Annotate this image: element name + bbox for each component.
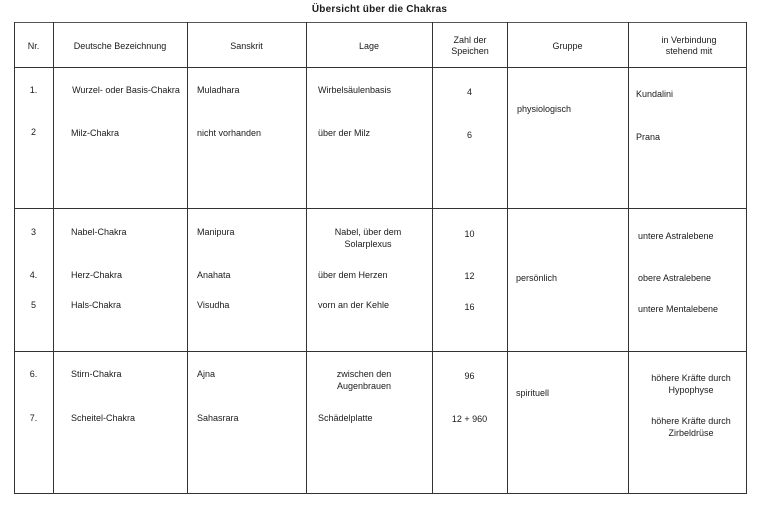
row-7-lage: Schädelplatte bbox=[318, 413, 373, 423]
group-label-physiologisch: physiologisch bbox=[517, 104, 572, 114]
group-divider bbox=[14, 351, 746, 352]
row-1-lage: Wirbelsäulenbasis bbox=[318, 85, 392, 95]
header-lage: Lage bbox=[358, 41, 380, 51]
header-zahl-der-speichen: Zahl der Speichen bbox=[451, 35, 489, 56]
row-4-lage: über dem Herzen bbox=[318, 270, 388, 280]
header-sanskrit: Sanskrit bbox=[230, 41, 263, 51]
row-6-lage: zwischen den Augenbrauen bbox=[336, 369, 392, 391]
row-1-speichen: 4 bbox=[466, 87, 472, 97]
row-1-nr: 1. bbox=[29, 85, 38, 95]
row-3-sanskrit: Manipura bbox=[197, 227, 235, 237]
row-2-sanskrit: nicht vorhanden bbox=[197, 128, 262, 138]
group-label-spirituell: spirituell bbox=[516, 388, 550, 398]
row-2-name: Milz-Chakra bbox=[71, 128, 120, 138]
row-6-verbindung: höhere Kräfte durch Hypophyse bbox=[651, 373, 731, 395]
row-6-speichen: 96 bbox=[464, 371, 475, 381]
group-divider bbox=[14, 208, 746, 209]
row-4-sanskrit: Anahata bbox=[197, 270, 231, 280]
row-2-nr: 2 bbox=[30, 127, 36, 137]
table-top-rule bbox=[14, 22, 746, 23]
row-3-lage: Nabel, über dem Solarplexus bbox=[334, 227, 402, 249]
row-3-nr: 3 bbox=[30, 227, 36, 237]
row-5-speichen: 16 bbox=[464, 302, 475, 312]
header-deutsche-bezeichnung: Deutsche Bezeichnung bbox=[73, 41, 167, 51]
header-in-verbindung: in Verbindung stehend mit bbox=[661, 35, 717, 56]
row-7-sanskrit: Sahasrara bbox=[197, 413, 239, 423]
group-label-persoenlich: persönlich bbox=[516, 273, 558, 283]
row-1-sanskrit: Muladhara bbox=[197, 85, 240, 95]
table-bottom-rule bbox=[14, 493, 746, 494]
header-gruppe: Gruppe bbox=[552, 41, 583, 51]
column-divider bbox=[507, 22, 508, 494]
column-divider bbox=[746, 22, 747, 494]
row-5-nr: 5 bbox=[30, 300, 36, 310]
row-3-speichen: 10 bbox=[464, 229, 475, 239]
row-5-lage: vorn an der Kehle bbox=[318, 300, 390, 310]
row-2-speichen: 6 bbox=[466, 130, 472, 140]
row-4-speichen: 12 bbox=[464, 271, 475, 281]
header-rule bbox=[14, 67, 746, 68]
row-6-sanskrit: Ajna bbox=[197, 369, 216, 379]
row-2-verbindung: Prana bbox=[636, 132, 661, 142]
row-6-name: Stirn-Chakra bbox=[71, 369, 122, 379]
row-4-name: Herz-Chakra bbox=[71, 270, 123, 280]
column-divider bbox=[628, 22, 629, 494]
column-divider bbox=[187, 22, 188, 494]
row-3-verbindung: untere Astralebene bbox=[638, 231, 714, 241]
row-5-sanskrit: Visudha bbox=[197, 300, 230, 310]
column-divider bbox=[53, 22, 54, 494]
row-5-verbindung: untere Mentalebene bbox=[638, 304, 719, 314]
column-divider bbox=[306, 22, 307, 494]
row-6-nr: 6. bbox=[29, 369, 38, 379]
row-7-name: Scheitel-Chakra bbox=[71, 413, 136, 423]
row-1-name: Wurzel- oder Basis-Chakra bbox=[72, 85, 180, 95]
row-7-speichen: 12 + 960 bbox=[451, 414, 488, 424]
row-7-verbindung: höhere Kräfte durch Zirbeldrüse bbox=[651, 416, 731, 438]
row-7-nr: 7. bbox=[29, 413, 38, 423]
row-3-name: Nabel-Chakra bbox=[71, 227, 127, 237]
row-4-nr: 4. bbox=[29, 270, 38, 280]
header-nr: Nr. bbox=[27, 41, 40, 51]
row-4-verbindung: obere Astralebene bbox=[638, 273, 712, 283]
table-title: Übersicht über die Chakras bbox=[311, 4, 448, 15]
row-1-verbindung: Kundalini bbox=[636, 89, 674, 99]
row-5-name: Hals-Chakra bbox=[71, 300, 122, 310]
row-2-lage: über der Milz bbox=[318, 128, 371, 138]
